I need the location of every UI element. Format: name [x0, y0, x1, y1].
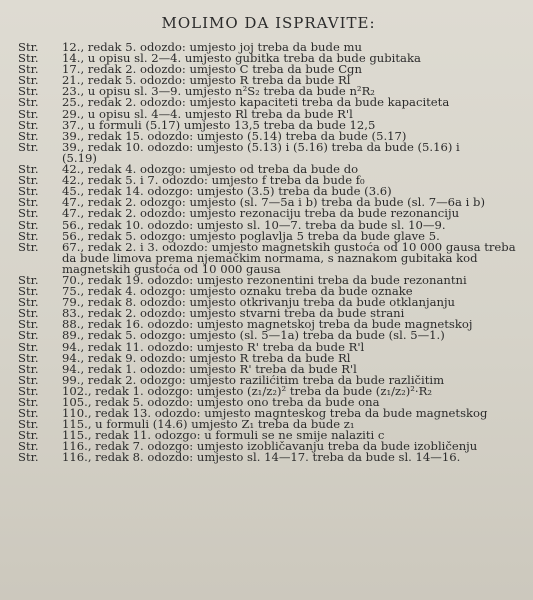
entry-label: Str.	[18, 117, 39, 132]
entry-label: Str.	[18, 51, 39, 66]
entry-label: Str.	[18, 139, 39, 154]
entry-text: 75., redak 4. odozgo: umjesto oznaku treba da bude oznake	[62, 284, 413, 299]
entry-label: Str.	[18, 106, 39, 121]
entry-label: Str.	[18, 162, 39, 177]
errata-entry	[18, 452, 519, 463]
entry-label: Str.	[18, 195, 39, 210]
entry-text: 21., redak 5. odozdo: umjesto R treba da bude Rl	[62, 73, 351, 88]
entry-text: 79., redak 8. odozdo: umjesto otkrivanju treba da bude otklanjanju	[62, 295, 456, 310]
entry-label: Str.	[18, 173, 39, 188]
entry-label: Str.	[18, 395, 39, 409]
entry-label: Str.	[18, 372, 39, 387]
entry-label: Str.	[18, 40, 39, 54]
entry-text: 115., redak 11. odozgo: u formuli se ne smije nalaziti c	[62, 428, 385, 443]
entry-text: (5.19)	[62, 150, 97, 165]
entry-label: Str.	[18, 361, 39, 376]
entry-label: Str.	[18, 62, 39, 77]
entry-label: Str.	[18, 450, 39, 465]
entry-text: 94., redak 11. odozdo: umjesto R' treba da bude R'l	[62, 339, 365, 354]
entry-text: 42., redak 4. odozgo: umjesto od treba da bude do	[62, 162, 359, 177]
entry-text: 116., redak 8. odozdo: umjesto sl. 14—17. treba da bude sl. 14—16.	[62, 450, 461, 465]
entry-label: Str.	[18, 383, 39, 398]
entry-label: Str.	[18, 206, 39, 221]
entry-text: 67., redak 2. i 3. odozdo: umjesto magnetskih gustoća od 10 000 gausa treba da bude limova prema njemačkim normama, s naznakom gubitaka kod magnetskih gustoća od 10 000 gausa	[62, 239, 516, 276]
entry-text: 47., redak 2. odozgo: umjesto (sl. 7—5a i b) treba da bude (sl. 7—6a i b)	[62, 195, 485, 210]
entry-label: Str.	[18, 428, 39, 443]
entry-text: 89., redak 5. odozgo: umjesto (sl. 5—1a) treba da bude (sl. 5—1.)	[62, 328, 445, 343]
entry-label: Str.	[18, 217, 39, 232]
entry-label: Str.	[18, 284, 39, 299]
entry-text: 29., u opisu sl. 4—4. umjesto Rl treba da bude R'l	[62, 106, 353, 121]
entry-text: 45., redak 14. odozgo: umjesto (3.5) treba da bude (3.6)	[62, 184, 392, 199]
entry-text: 70., redak 19. odozdo: umjesto rezonentini treba da bude rezonantni	[62, 272, 467, 287]
entry-label: Str.	[18, 417, 39, 432]
entry-text: 39., redak 15. odozdo: umjesto (5.14) treba da bude (5.17)	[62, 128, 407, 143]
entry-text: 12., redak 5. odozdo: umjesto joj treba da bude mu	[62, 40, 362, 54]
errata-entry	[18, 239, 519, 276]
entry-text: 42., redak 5. i 7. odozdo: umjesto f treba da bude f₀	[62, 173, 365, 188]
entry-text: 39., redak 10. odozdo: umjesto (5.13) i (5.16) treba da bude (5.16) i	[62, 139, 460, 154]
entry-label: Str.	[18, 239, 39, 254]
entry-label: Str.	[18, 295, 39, 310]
page-title: MOLIMO DA ISPRAVITE:	[161, 14, 376, 32]
entry-label: Str.	[18, 73, 39, 88]
entry-text: 37., u formuli (5.17) umjesto 13,5 treba da bude 12,5	[62, 117, 376, 132]
entry-text: 94., redak 1. odozdo: umjesto R' treba da bude R'l	[62, 361, 357, 376]
entry-text: 116., redak 7. odozgo: umjesto izobličavanju treba da bude izobličenju	[62, 439, 478, 454]
entry-text: 99., redak 2. odozgo: umjesto razilićitim treba da bude različitim	[62, 372, 445, 387]
entry-text: 88., redak 16. odozdo: umjesto magnetskoj treba da bude magnetskoj	[62, 317, 473, 332]
entry-label: Str.	[18, 406, 39, 421]
entry-text: 56., redak 10. odozdo: umjesto sl. 10—7. treba da bude sl. 10—9.	[62, 217, 446, 232]
entry-label: Str.	[18, 317, 39, 332]
entry-text: 115., u formuli (14.6) umjesto Z₁ treba da bude z₁	[62, 417, 355, 432]
entry-text: 14., u opisu sl. 2—4. umjesto gubitka treba da bude gubitaka	[62, 51, 421, 66]
entry-label: Str.	[18, 339, 39, 354]
entry-text: 105., redak 5. odozdo: umjesto ono treba da bude ona	[62, 395, 380, 409]
entry-text: 25., redak 2. odozdo: umjesto kapaciteti treba da bude kapaciteta	[62, 95, 450, 110]
entry-text: 23., u opisu sl. 3—9. umjesto n²S₂ treba da bude n²R₂	[62, 84, 375, 99]
entry-label: Str.	[18, 306, 39, 321]
entry-label: Str.	[18, 184, 39, 199]
entry-text: 102., redak 1. odozgo: umjesto (z₁/z₂)² treba da bude (z₁/z₂)²·R₂	[62, 383, 432, 398]
entry-label: Str.	[18, 228, 39, 243]
entry-label: Str.	[18, 128, 39, 143]
entry-label: Str.	[18, 350, 39, 365]
entry-text: 94., redak 9. odozdo: umjesto R treba da bude Rl	[62, 350, 351, 365]
entry-label: Str.	[18, 328, 39, 343]
entry-label: Str.	[18, 439, 39, 454]
entry-text: 17., redak 2. odozdo: umjesto C treba da bude Cgn	[62, 62, 362, 77]
entry-label: Str.	[18, 84, 39, 99]
entry-text: 110., redak 13. odozdo: umjesto magnteskog treba da bude magnetskog	[62, 406, 488, 421]
errata-list	[18, 42, 519, 464]
entry-label: Str.	[18, 95, 39, 110]
entry-text: 83., redak 2. odozdo: umjesto stvarni treba da bude strani	[62, 306, 405, 321]
entry-text: 56., redak 5. odozgo: umjesto poglavlja 5 treba da bude glave 5.	[62, 228, 440, 243]
entry-text: 47., redak 2. odozdo: umjesto rezonaciju treba da bude rezonanciju	[62, 206, 460, 221]
entry-label: Str.	[18, 272, 39, 287]
